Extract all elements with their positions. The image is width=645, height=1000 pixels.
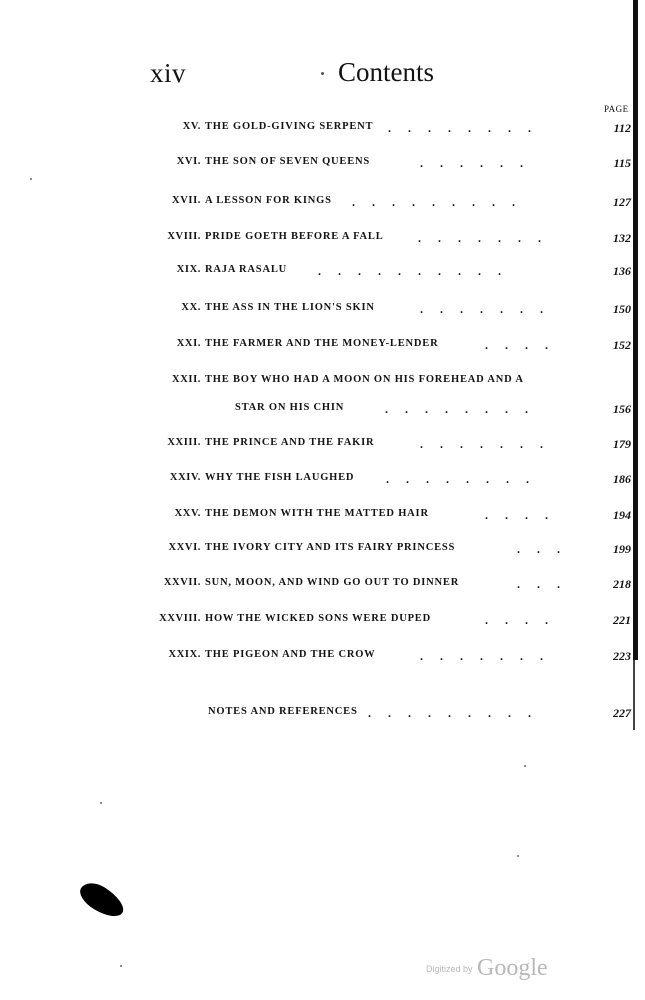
leader-dots: ....... xyxy=(418,231,558,245)
leader-dots: ......... xyxy=(368,706,548,720)
chapter-numeral: XXVII. xyxy=(163,577,201,588)
chapter-page: 127 xyxy=(613,195,631,209)
chapter-title: PRIDE GOETH BEFORE A FALL xyxy=(205,231,384,242)
title-dot xyxy=(321,72,324,75)
watermark-brand: Google xyxy=(476,955,548,981)
chapter-page: 199 xyxy=(613,542,631,556)
chapter-title: HOW THE WICKED SONS WERE DUPED xyxy=(205,613,431,624)
chapter-numeral: XXI. xyxy=(176,338,201,349)
chapter-title: RAJA RASALU xyxy=(205,264,288,275)
notes-title: NOTES AND REFERENCES xyxy=(208,706,358,717)
chapter-title: THE GOLD-GIVING SERPENT xyxy=(205,121,374,132)
chapter-page: 115 xyxy=(613,156,631,170)
toc-entry xyxy=(0,302,645,322)
chapter-title: THE IVORY CITY AND ITS FAIRY PRINCESS xyxy=(205,542,456,553)
scan-speck xyxy=(120,965,122,967)
chapter-page: 152 xyxy=(613,338,631,352)
leader-dots: ... xyxy=(517,577,577,591)
chapter-numeral: XVII. xyxy=(172,195,201,206)
leader-dots: ....... xyxy=(420,649,560,663)
chapter-page: 156 xyxy=(613,402,631,416)
chapter-numeral: XXII. xyxy=(172,374,201,385)
leader-dots: ......... xyxy=(352,195,532,209)
ink-smudge xyxy=(75,877,128,923)
toc-entry xyxy=(0,338,645,358)
toc-entry-notes xyxy=(0,706,645,726)
leader-dots: ........ xyxy=(388,121,548,135)
leader-dots: ...... xyxy=(420,156,540,170)
scan-speck xyxy=(524,765,526,767)
chapter-numeral: XXIX. xyxy=(168,649,201,660)
toc-entry xyxy=(0,437,645,457)
chapter-page: 186 xyxy=(613,472,631,486)
leader-dots: ....... xyxy=(420,437,560,451)
watermark-prefix: Digitized by xyxy=(426,964,473,974)
chapter-page: 136 xyxy=(613,264,631,278)
chapter-title: WHY THE FISH LAUGHED xyxy=(205,472,355,483)
chapter-page: 221 xyxy=(613,613,631,627)
chapter-numeral: XVI. xyxy=(176,156,201,167)
chapter-numeral: XX. xyxy=(181,302,201,313)
toc-entry xyxy=(0,542,645,562)
chapter-page: 223 xyxy=(613,649,631,663)
chapter-page: 194 xyxy=(613,508,631,522)
chapter-numeral: XV. xyxy=(182,121,201,132)
toc-entry xyxy=(0,264,645,284)
page-number: xiv xyxy=(150,58,187,88)
toc-entry xyxy=(0,195,645,215)
scan-speck xyxy=(517,855,519,857)
chapter-title: THE PRINCE AND THE FAKIR xyxy=(205,437,375,448)
leader-dots: .... xyxy=(485,508,565,522)
chapter-title-continuation: STAR ON HIS CHIN xyxy=(235,402,345,413)
toc-entry xyxy=(0,649,645,669)
toc-entry xyxy=(0,508,645,528)
scan-speck xyxy=(100,802,102,804)
digitized-watermark xyxy=(426,955,548,982)
toc-entry xyxy=(0,613,645,633)
chapter-numeral: XXV. xyxy=(174,508,201,519)
chapter-numeral: XVIII. xyxy=(167,231,201,242)
toc-entry xyxy=(0,231,645,251)
chapter-page: 132 xyxy=(613,231,631,245)
chapter-title: A LESSON FOR KINGS xyxy=(205,195,332,206)
leader-dots: ........ xyxy=(385,402,545,416)
page-title: Contents xyxy=(338,57,435,87)
leader-dots: .... xyxy=(485,338,565,352)
chapter-title: THE DEMON WITH THE MATTED HAIR xyxy=(205,508,429,519)
page-column-label: PAGE xyxy=(604,104,629,114)
toc-entry xyxy=(0,374,645,394)
chapter-page: 179 xyxy=(613,437,631,451)
chapter-title: SUN, MOON, AND WIND GO OUT TO DINNER xyxy=(205,577,460,588)
chapter-numeral: XXIV. xyxy=(169,472,201,483)
leader-dots: ........ xyxy=(386,472,546,486)
chapter-title: THE BOY WHO HAD A MOON ON HIS FOREHEAD AND A xyxy=(205,374,524,385)
chapter-page: 112 xyxy=(613,121,631,135)
scan-speck xyxy=(30,178,32,180)
chapter-title: THE ASS IN THE LION'S SKIN xyxy=(205,302,375,313)
chapter-title: THE PIGEON AND THE CROW xyxy=(205,649,376,660)
chapter-page: 150 xyxy=(613,302,631,316)
chapter-title: THE SON OF SEVEN QUEENS xyxy=(205,156,371,167)
chapter-numeral: XIX. xyxy=(176,264,201,275)
chapter-title: THE FARMER AND THE MONEY-LENDER xyxy=(205,338,439,349)
chapter-numeral: XXVI. xyxy=(168,542,201,553)
leader-dots: .... xyxy=(485,613,565,627)
chapter-page: 218 xyxy=(613,577,631,591)
toc-entry xyxy=(0,577,645,597)
leader-dots: ....... xyxy=(420,302,560,316)
leader-dots: ... xyxy=(517,542,577,556)
leader-dots: .......... xyxy=(318,264,518,278)
chapter-numeral: XXVIII. xyxy=(159,613,201,624)
toc-entry xyxy=(0,156,645,176)
toc-entry xyxy=(0,121,645,141)
chapter-numeral: XXIII. xyxy=(167,437,201,448)
toc-entry xyxy=(0,472,645,492)
notes-page: 227 xyxy=(613,706,631,720)
toc-entry-continuation xyxy=(0,402,645,422)
